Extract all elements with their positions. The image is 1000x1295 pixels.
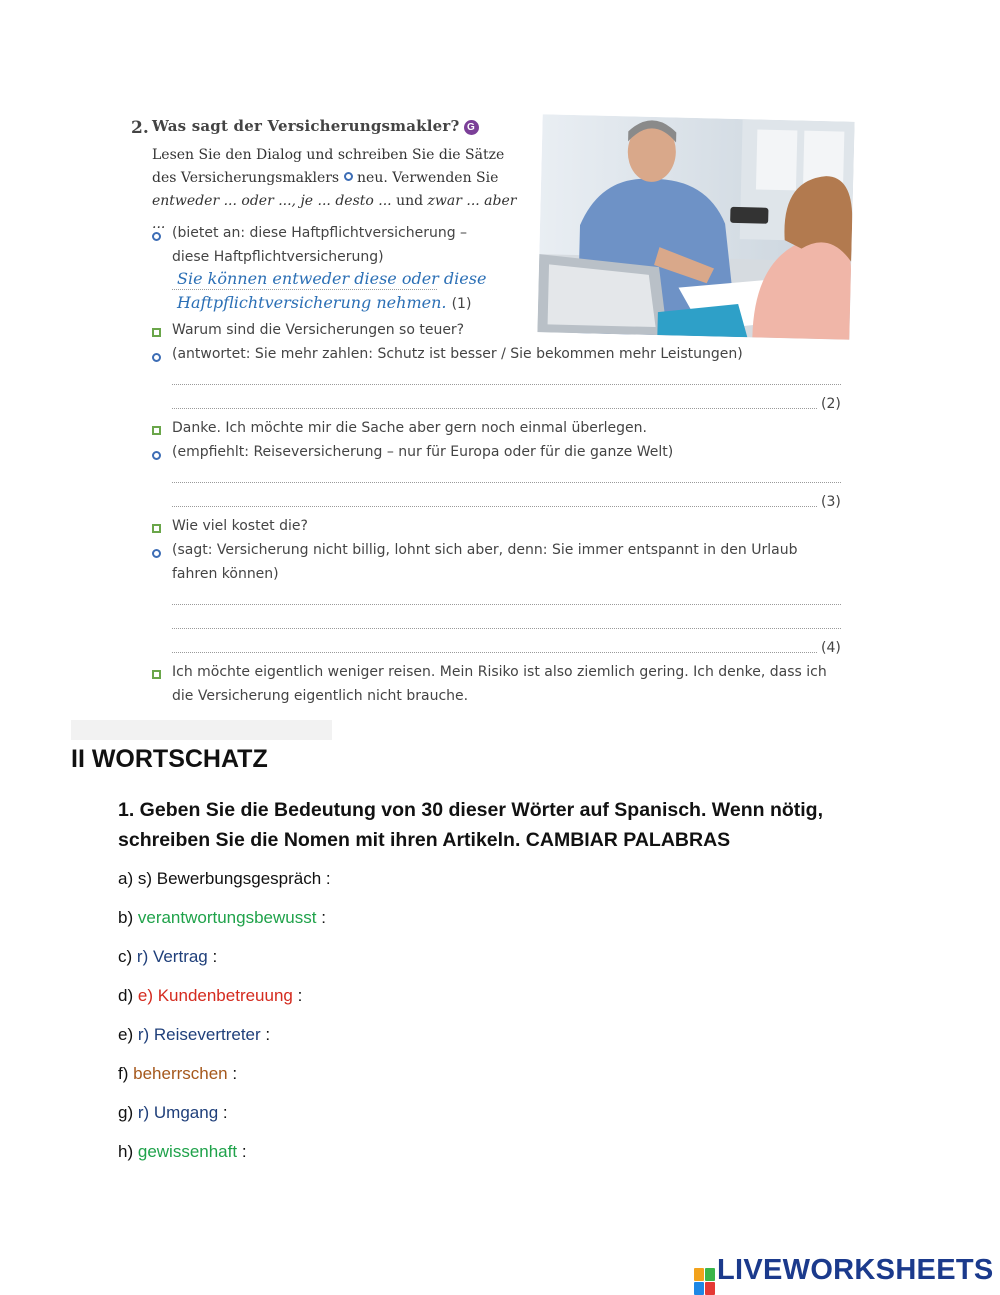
vocab-letter: a) <box>118 869 134 888</box>
broker-ring-icon <box>152 451 161 460</box>
client-square-icon <box>152 524 161 533</box>
grammar-badge: G <box>464 120 479 135</box>
vocab-item <box>118 1142 547 1162</box>
vocab-answer-field[interactable] <box>237 1066 537 1084</box>
answer-rule <box>172 289 437 290</box>
dialog-line: (empfiehlt: Reiseversicherung – nur für Europa oder für die ganze Welt) <box>172 444 674 460</box>
client-square-icon <box>152 328 161 337</box>
exercise-title <box>152 117 479 135</box>
vocab-word: e) Kundenbetreuung <box>137 986 293 1005</box>
broker-ring-icon <box>152 353 161 362</box>
answer-rule[interactable] <box>172 628 841 629</box>
answer-rule[interactable] <box>172 408 817 409</box>
instruction-line: Lesen Sie den Dialog und schreiben Sie die Sätze <box>152 147 505 163</box>
instruction-line: entweder ... oder ..., je ... desto ... und zwar ... aber ... <box>152 193 517 232</box>
dialog-line: Danke. Ich möchte mir die Sache aber gern noch einmal überlegen. <box>172 420 647 436</box>
answer-rule[interactable] <box>172 482 841 483</box>
vocab-separator: : <box>297 986 303 1005</box>
vocab-separator: : <box>241 1142 247 1161</box>
broker-ring-icon <box>152 232 161 241</box>
exercise-number: 2. <box>131 118 149 138</box>
vocab-word: gewissenhaft <box>137 1142 238 1161</box>
answer-number: (3) <box>821 494 841 510</box>
vocab-word: r) Vertrag <box>136 947 208 966</box>
answer-number: (2) <box>821 396 841 412</box>
vocab-letter: d) <box>118 986 134 1005</box>
vocab-item <box>118 908 626 928</box>
liveworksheets-logo <box>694 1254 994 1295</box>
example-answer-line: Sie können entweder diese oder diese <box>177 269 487 288</box>
client-square-icon <box>152 670 161 679</box>
task-line: 1. Geben Sie die Bedeutung von 30 dieser Wörter auf Spanisch. Wenn nötig, <box>118 799 824 821</box>
logo-text: LIVEWORKSHEETS <box>717 1254 994 1286</box>
exercise-title-text: Was sagt der Versicherungsmakler? <box>152 117 460 135</box>
vocab-word: r) Umgang <box>137 1103 219 1122</box>
dialog-line: Warum sind die Versicherungen so teuer? <box>172 322 465 338</box>
vocab-separator: : <box>212 947 218 966</box>
answer-rule[interactable] <box>172 604 841 605</box>
vocab-word: s) Bewerbungsgespräch <box>137 869 322 888</box>
answer-rule[interactable] <box>172 652 817 653</box>
logo-mark-icon <box>694 1268 715 1295</box>
section-heading: II WORTSCHATZ <box>71 745 268 773</box>
answer-number: (4) <box>821 640 841 656</box>
broker-ring-icon <box>152 549 161 558</box>
client-square-icon <box>152 426 161 435</box>
vocab-answer-field[interactable] <box>302 988 602 1006</box>
answer-rule[interactable] <box>172 384 841 385</box>
vocab-item <box>118 947 517 967</box>
vocab-item <box>118 869 631 889</box>
dialog-line: diese Haftpflichtversicherung) <box>172 249 384 265</box>
vocab-word: beherrschen <box>133 1064 228 1083</box>
vocab-word: verantwortungsbewusst <box>137 908 317 927</box>
broker-ring-icon <box>344 172 353 181</box>
vocab-letter: c) <box>118 947 133 966</box>
vocab-item <box>118 986 602 1006</box>
vocab-separator: : <box>222 1103 228 1122</box>
dialog-line: (antwortet: Sie mehr zahlen: Schutz ist besser / Sie bekommen mehr Leistungen) <box>172 346 743 362</box>
vocab-word: r) Reisevertreter <box>137 1025 261 1044</box>
section-divider <box>71 720 332 740</box>
vocab-separator: : <box>232 1064 238 1083</box>
vocab-answer-field[interactable] <box>217 949 517 967</box>
vocab-answer-field[interactable] <box>331 871 631 889</box>
vocab-separator: : <box>265 1025 271 1044</box>
vocab-letter: h) <box>118 1142 134 1161</box>
answer-rule[interactable] <box>172 506 817 507</box>
dialog-line: (bietet an: diese Haftpflichtversicherung – <box>172 225 468 241</box>
vocab-letter: f) <box>118 1064 129 1083</box>
vocab-answer-field[interactable] <box>228 1105 528 1123</box>
vocab-answer-field[interactable] <box>326 910 626 928</box>
vocab-item <box>118 1103 528 1123</box>
dialog-line: Wie viel kostet die? <box>172 518 308 534</box>
dialog-line: Ich möchte eigentlich weniger reisen. Mein Risiko ist also ziemlich gering. Ich denke, dass ich <box>172 664 827 680</box>
vocab-separator: : <box>325 869 331 888</box>
vocab-item <box>118 1025 570 1045</box>
dialog-line: fahren können) <box>172 566 279 582</box>
vocab-item <box>118 1064 537 1084</box>
dialog-line: die Versicherung eigentlich nicht brauche. <box>172 688 469 704</box>
vocab-answer-field[interactable] <box>270 1027 570 1045</box>
example-answer-line: Haftpflichtversicherung nehmen. (1) <box>177 293 472 312</box>
task-line: schreiben Sie die Nomen mit ihren Artikeln. CAMBIAR PALABRAS <box>118 829 731 851</box>
vocab-separator: : <box>321 908 326 927</box>
office-photo <box>537 114 854 340</box>
vocab-letter: e) <box>118 1025 134 1044</box>
answer-number: (1) <box>451 296 472 312</box>
vocab-letter: b) <box>118 908 134 927</box>
task-instruction <box>118 795 878 855</box>
instruction-line: des Versicherungsmaklers neu. Verwenden Sie <box>152 170 499 186</box>
dialog-line: (sagt: Versicherung nicht billig, lohnt sich aber, denn: Sie immer entspannt in den Urlaub <box>172 542 798 558</box>
vocab-letter: g) <box>118 1103 134 1122</box>
vocab-answer-field[interactable] <box>247 1144 547 1162</box>
